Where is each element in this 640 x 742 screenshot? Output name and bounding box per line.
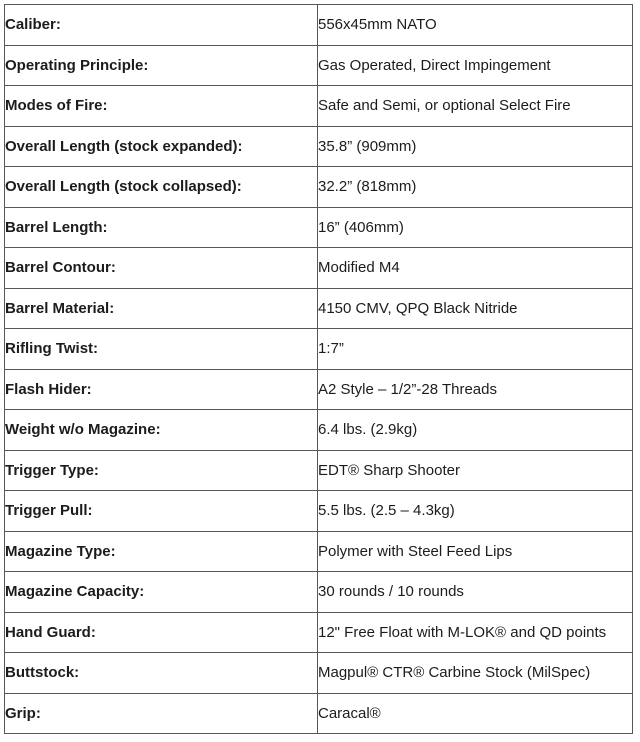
- spec-value-cell: 556x45mm NATO: [318, 5, 633, 46]
- spec-value-cell: 32.2” (818mm): [318, 167, 633, 208]
- spec-row: [5, 653, 633, 694]
- spec-value-cell: 12" Free Float with M-LOK® and QD points: [318, 612, 633, 653]
- spec-row: [5, 126, 633, 167]
- spec-value-cell: 35.8” (909mm): [318, 126, 633, 167]
- spec-value-cell: Caracal®: [318, 693, 633, 734]
- spec-value-cell: 1:7”: [318, 329, 633, 370]
- spec-value-cell: Safe and Semi, or optional Select Fire: [318, 86, 633, 127]
- spec-label-cell: Rifling Twist:: [5, 329, 318, 370]
- spec-row: [5, 86, 633, 127]
- spec-label-cell: Overall Length (stock collapsed):: [5, 167, 318, 208]
- spec-value-cell: 4150 CMV, QPQ Black Nitride: [318, 288, 633, 329]
- spec-label-cell: Overall Length (stock expanded):: [5, 126, 318, 167]
- spec-label-cell: Modes of Fire:: [5, 86, 318, 127]
- spec-value-cell: Modified M4: [318, 248, 633, 289]
- spec-value-cell: 6.4 lbs. (2.9kg): [318, 410, 633, 451]
- spec-label-cell: Buttstock:: [5, 653, 318, 694]
- spec-label-cell: Barrel Length:: [5, 207, 318, 248]
- spec-label-cell: Grip:: [5, 693, 318, 734]
- spec-row: [5, 612, 633, 653]
- spec-label-cell: Magazine Capacity:: [5, 572, 318, 613]
- spec-row: [5, 450, 633, 491]
- spec-label-cell: Operating Principle:: [5, 45, 318, 86]
- spec-label-cell: Flash Hider:: [5, 369, 318, 410]
- spec-table: [4, 4, 633, 734]
- spec-value-cell: Magpul® CTR® Carbine Stock (MilSpec): [318, 653, 633, 694]
- spec-label-cell: Caliber:: [5, 5, 318, 46]
- spec-value-cell: 5.5 lbs. (2.5 – 4.3kg): [318, 491, 633, 532]
- spec-label-cell: Weight w/o Magazine:: [5, 410, 318, 451]
- spec-row: [5, 207, 633, 248]
- spec-row: [5, 248, 633, 289]
- spec-row: [5, 410, 633, 451]
- spec-label-cell: Magazine Type:: [5, 531, 318, 572]
- spec-row: [5, 369, 633, 410]
- spec-value-cell: 30 rounds / 10 rounds: [318, 572, 633, 613]
- spec-value-cell: A2 Style – 1/2”-28 Threads: [318, 369, 633, 410]
- spec-row: [5, 572, 633, 613]
- spec-row: [5, 531, 633, 572]
- spec-value-cell: EDT® Sharp Shooter: [318, 450, 633, 491]
- spec-table-body: [5, 5, 633, 734]
- spec-row: [5, 5, 633, 46]
- spec-label-cell: Hand Guard:: [5, 612, 318, 653]
- spec-row: [5, 167, 633, 208]
- spec-value-cell: Polymer with Steel Feed Lips: [318, 531, 633, 572]
- spec-value-cell: Gas Operated, Direct Impingement: [318, 45, 633, 86]
- spec-row: [5, 45, 633, 86]
- spec-row: [5, 693, 633, 734]
- spec-label-cell: Trigger Pull:: [5, 491, 318, 532]
- spec-row: [5, 329, 633, 370]
- spec-row: [5, 288, 633, 329]
- spec-value-cell: 16” (406mm): [318, 207, 633, 248]
- spec-label-cell: Trigger Type:: [5, 450, 318, 491]
- spec-row: [5, 491, 633, 532]
- spec-label-cell: Barrel Contour:: [5, 248, 318, 289]
- spec-label-cell: Barrel Material:: [5, 288, 318, 329]
